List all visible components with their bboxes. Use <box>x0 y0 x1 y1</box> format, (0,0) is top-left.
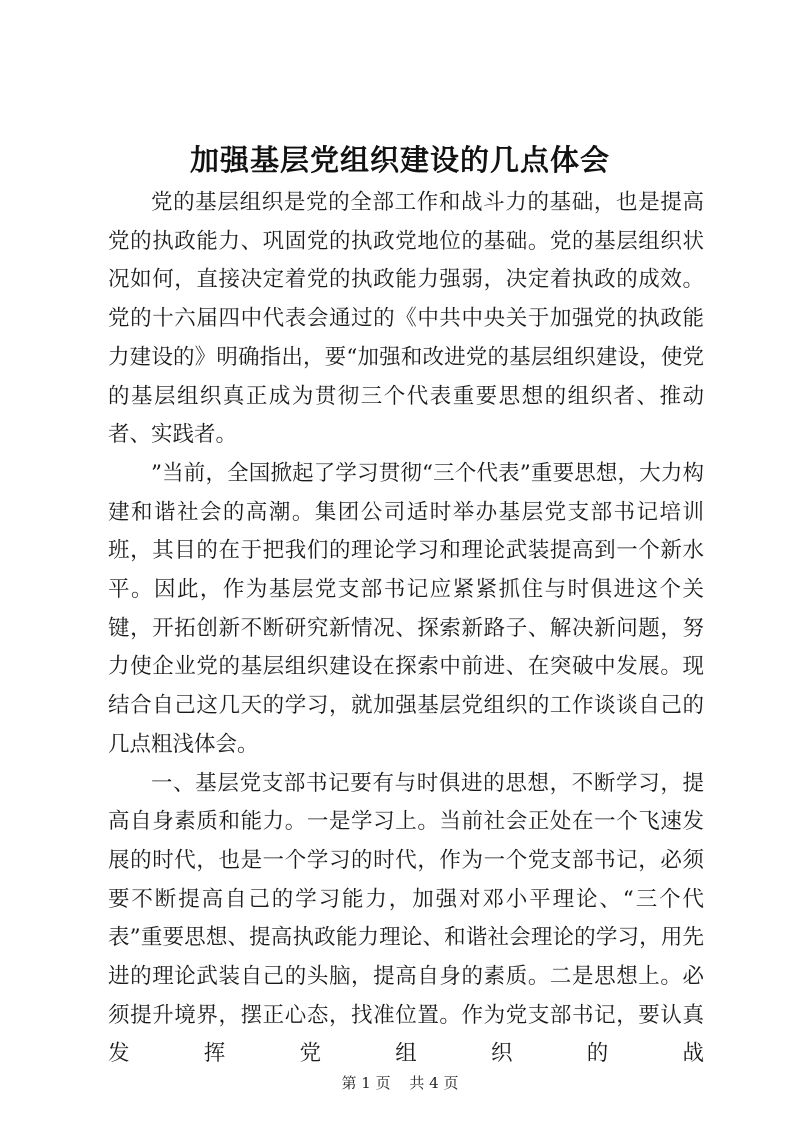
page-number: 第 1 页 <box>341 1074 391 1092</box>
document-title: 加强基层党组织建设的几点体会 <box>189 143 610 177</box>
page-total: 共 4 页 <box>409 1074 459 1092</box>
paragraph-current-situation: ”当前，全国掀起了学习贯彻“三个代表”重要思想，大力构建和谐社会的高潮。集团公司适时举办基层党支部书记培训班，其目的在于把我们的理论学习和理论武装提高到一个新水平。因此，作为基层党支部书记应紧紧抓住与时俱进这个关键，开拓创新不断研究新情况、探索新路子、解决新问题，努力使企业党的基层组织建设在探索中前进、在突破中发展。现结合自己这几天的学习，就加强基层党组织的工作谈谈自己的几点粗浅体会。 <box>108 460 704 757</box>
paragraph-intro: 党的基层组织是党的全部工作和战斗力的基础，也是提高党的执政能力、巩固党的执政党地位的基础。党的基层组织状况如何，直接决定着党的执政能力强弱，决定着执政的成效。党的十六届四中代表会通过的《中共中央关于加强党的执政能力建设的》明确指出，要“加强和改进党的基层组织建设，使党的基层组织真正成为贯彻三个代表重要思想的组织者、推动者、实践者。 <box>108 190 704 448</box>
document-body <box>108 184 704 1074</box>
paragraph-point-one: 一、基层党支部书记要有与时俱进的思想，不断学习，提高自身素质和能力。一是学习上。当前社会正处在一个飞速发展的时代，也是一个学习的时代，作为一个党支部书记，必须要不断提高自己的学习能力，加强对邓小平理论、“三个代表”重要思想、提高执政能力理论、和谐社会理论的学习，用先进的理论武装自己的头脑，提高自身的素质。二是思想上。必须提升境界，摆正心态，找准位置。作为党支部书记，要认真发挥党组织的战 <box>108 770 704 1067</box>
page-footer <box>0 1073 800 1093</box>
